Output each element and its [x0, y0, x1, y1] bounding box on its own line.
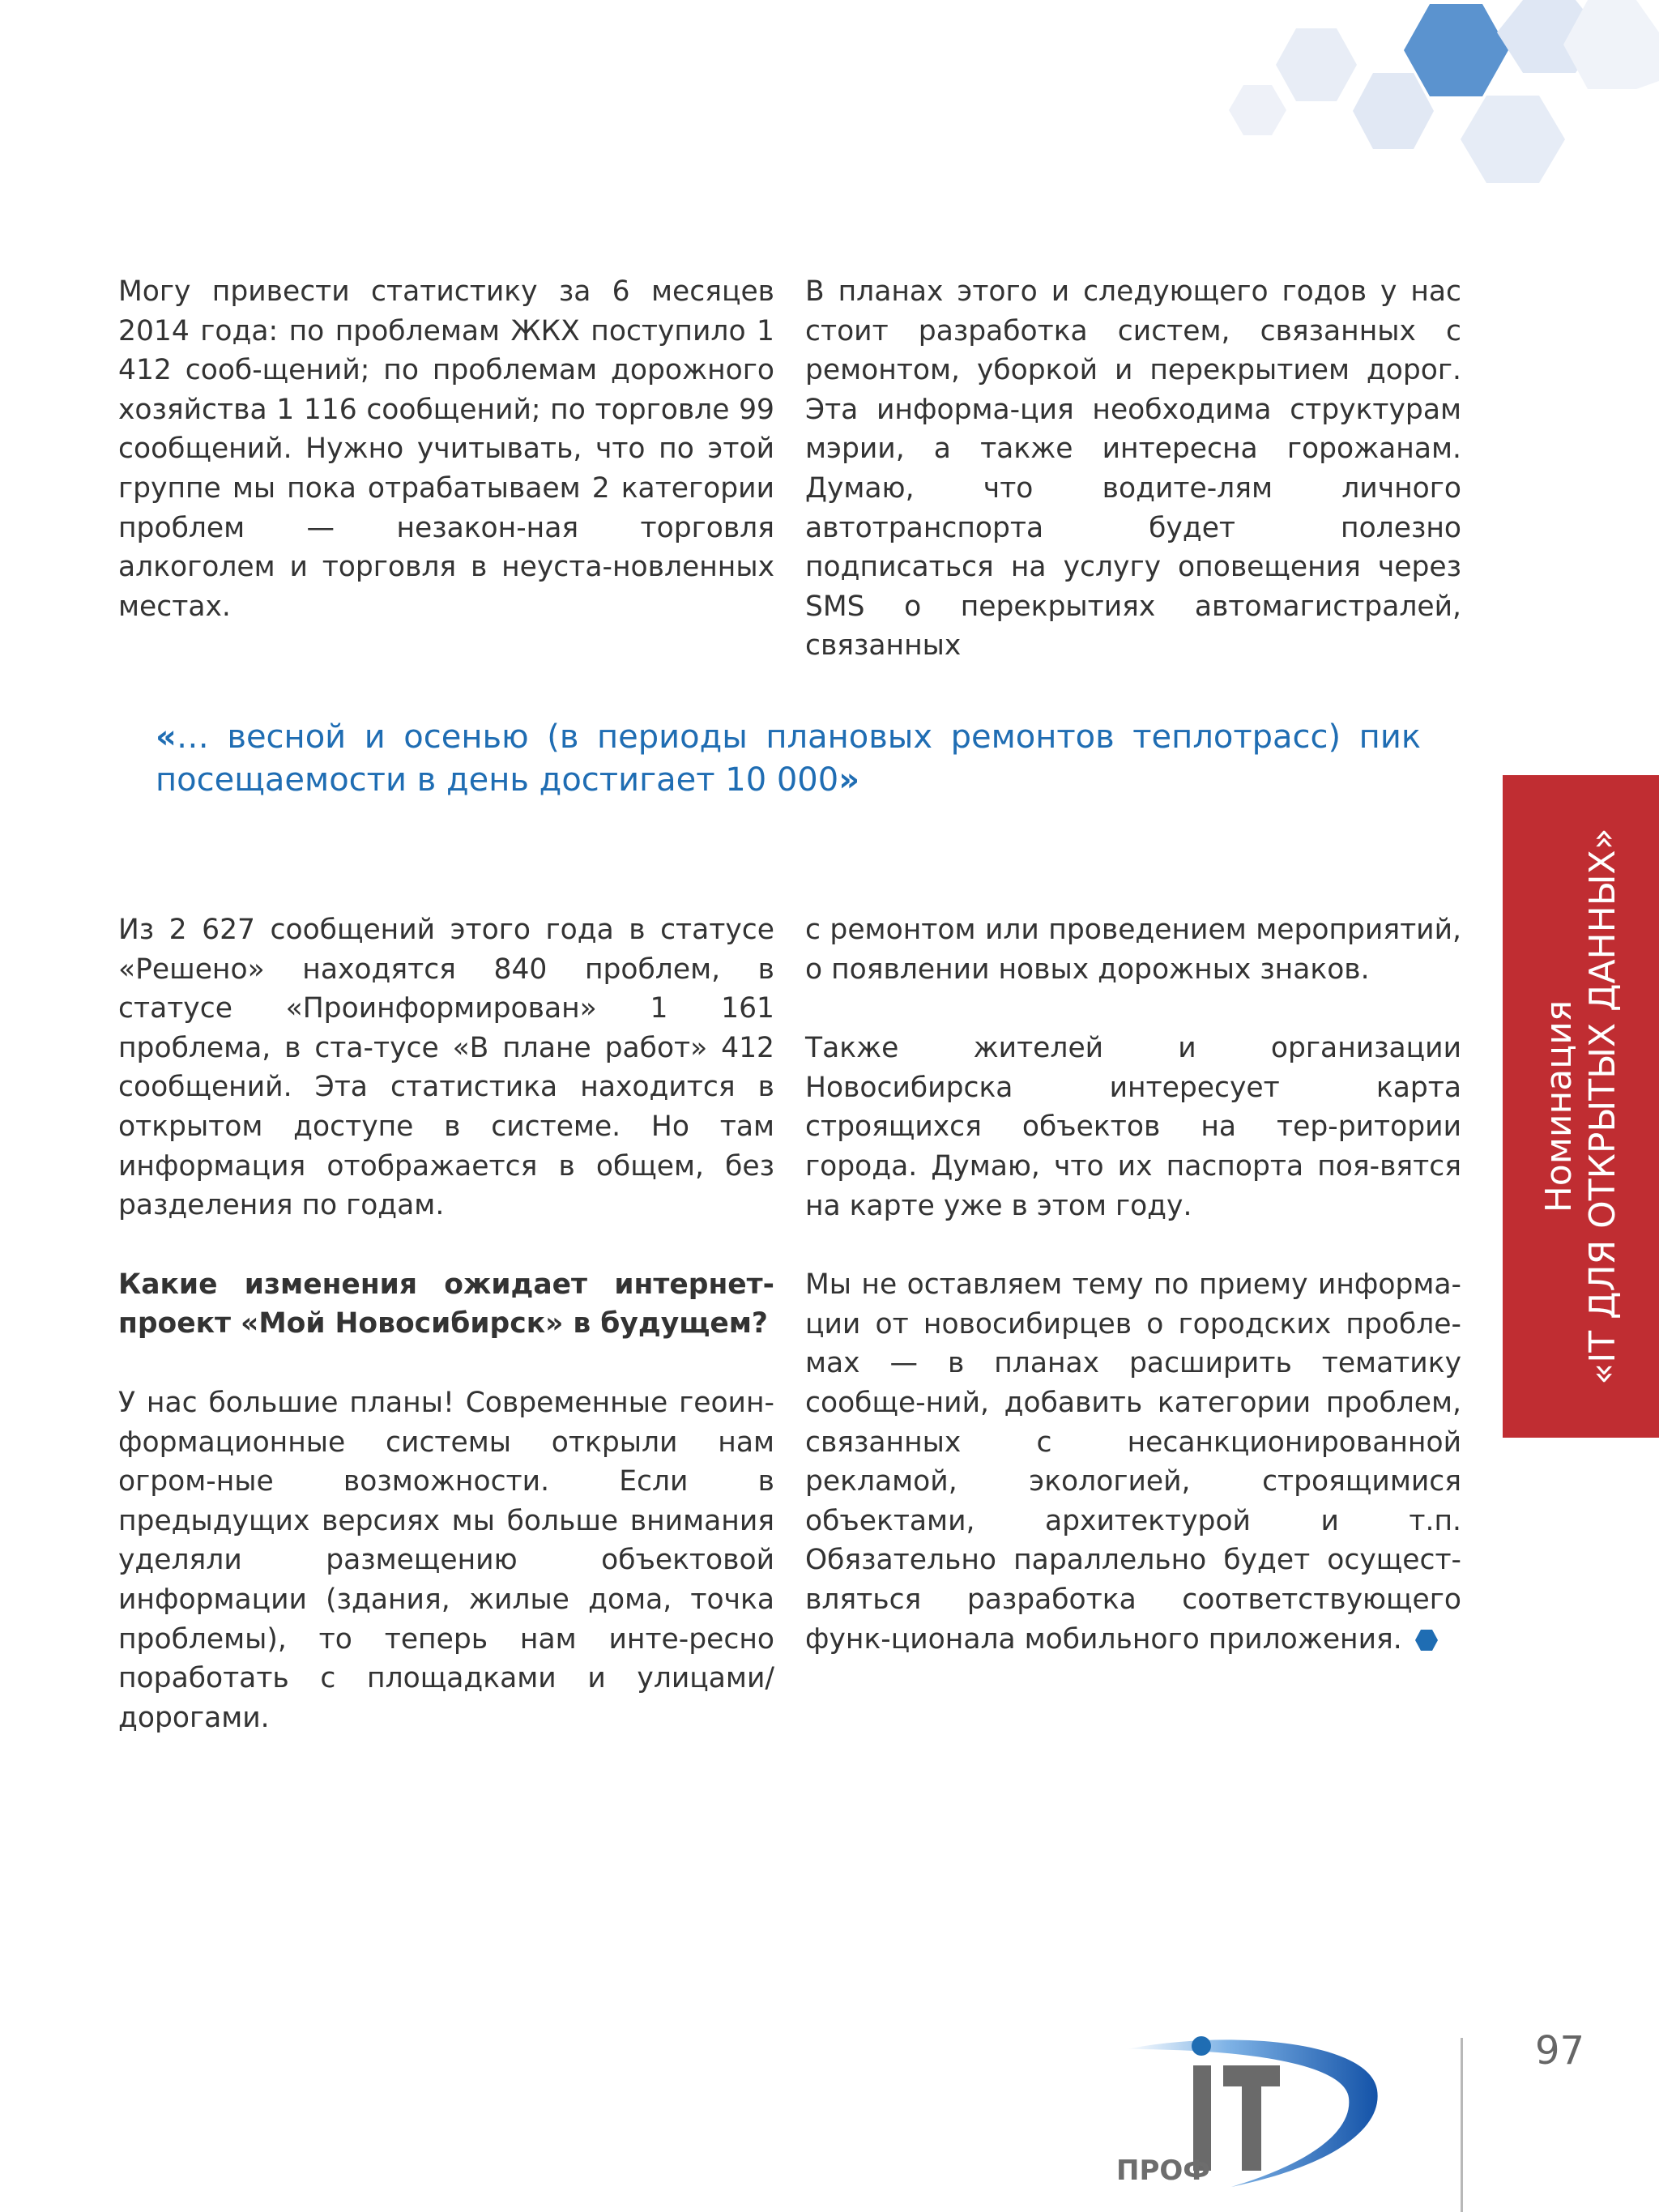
nomination-label — [1537, 782, 1625, 1430]
article-column-1 — [118, 272, 774, 626]
article-column-3 — [118, 910, 774, 1737]
page-number: 97 — [1535, 2028, 1585, 2073]
hexagon-decoration-icon — [1199, 0, 1659, 194]
paragraph-text: Мы не оставляем тему по приему информа-ции от новосибирцев о городских пробле-мах — в планах расширить тематику сообще-ний, добавить категории проблем, связанных с несанкционированной рекламой, экологией, строящимися объектами, архитектурой и т.п. Обязательно параллельно будет осущест-вляться разработка соответствующего функ-ционала мобильного приложения. — [805, 1268, 1461, 1656]
quote-close-mark: » — [838, 761, 860, 799]
interview-question: Какие изменения ожидает интернет-проект «Мой Новосибирск» в будущем? — [118, 1268, 774, 1340]
paragraph: В планах этого и следующего годов у нас стоит разработка систем, связанных с ремонтом, уборкой и перекрытием дорог. Эта информа-ция необходима структурам мэрии, а также интересна горожанам. Думаю, что водите-лям личного автотранспорта будет полезно подписаться на услугу оповещения через SMS о перекрытиях автомагистралей, связанных — [805, 275, 1461, 663]
paragraph: с ремонтом или проведением мероприятий, о появлении новых дорожных знаков. — [805, 914, 1461, 986]
article-column-4 — [805, 910, 1461, 1659]
nomination-side-tab — [1503, 775, 1659, 1438]
paragraph: У нас большие планы! Современные геоин-формационные системы открыли нам огром-ные возможности. Если в предыдущих версиях мы больше внимания уделяли размещению объектовой информации (здания, жилые дома, точка проблемы), то теперь нам инте-ресно поработать с площадками и улицами/ дорогами. — [118, 1386, 774, 1734]
quote-open-mark: « — [156, 718, 177, 756]
article-column-2 — [805, 272, 1461, 666]
paragraph: Также жителей и организации Новосибирска интересует карта строящихся объектов на тер-ритории города. Думаю, что их паспорта поя-вятся на карте уже в этом году. — [805, 1032, 1461, 1222]
nomination-line-1: Номинация — [1537, 999, 1580, 1213]
pull-quote-text: … весной и осенью (в периоды плановых ремонтов теплотрасс) пик посещаемости в день достигает 10 000 — [156, 718, 1421, 799]
paragraph-final — [805, 1265, 1461, 1659]
pull-quote — [156, 716, 1421, 802]
paragraph: Могу привести статистику за 6 месяцев 2014 года: по проблемам ЖКХ поступило 1 412 сооб-щений; по проблемам дорожного хозяйства 1 116 сообщений; по торговле 99 сообщений. Нужно учитывать, что по этой группе мы пока отрабатываем 2 категории проблем — незакон-ная торговля алкоголем и торговля в неуста-новленных местах. — [118, 275, 774, 623]
paragraph: Из 2 627 сообщений этого года в статусе «Решено» находятся 840 проблем, в статусе «Проинформирован» 1 161 проблема, в ста-тусе «В плане работ» 412 сообщений. Эта статистика находится в открытом доступе в системе. Но там информация отображается в общем, без разделения по годам. — [118, 914, 774, 1222]
footer-divider — [1461, 2038, 1463, 2212]
nomination-line-2: «IT ДЛЯ ОТКРЫТЫХ ДАННЫХ» — [1581, 828, 1623, 1385]
logo-wordmark: ПРОФ — [1116, 2154, 1210, 2187]
end-hexagon-icon — [1414, 1629, 1439, 1652]
